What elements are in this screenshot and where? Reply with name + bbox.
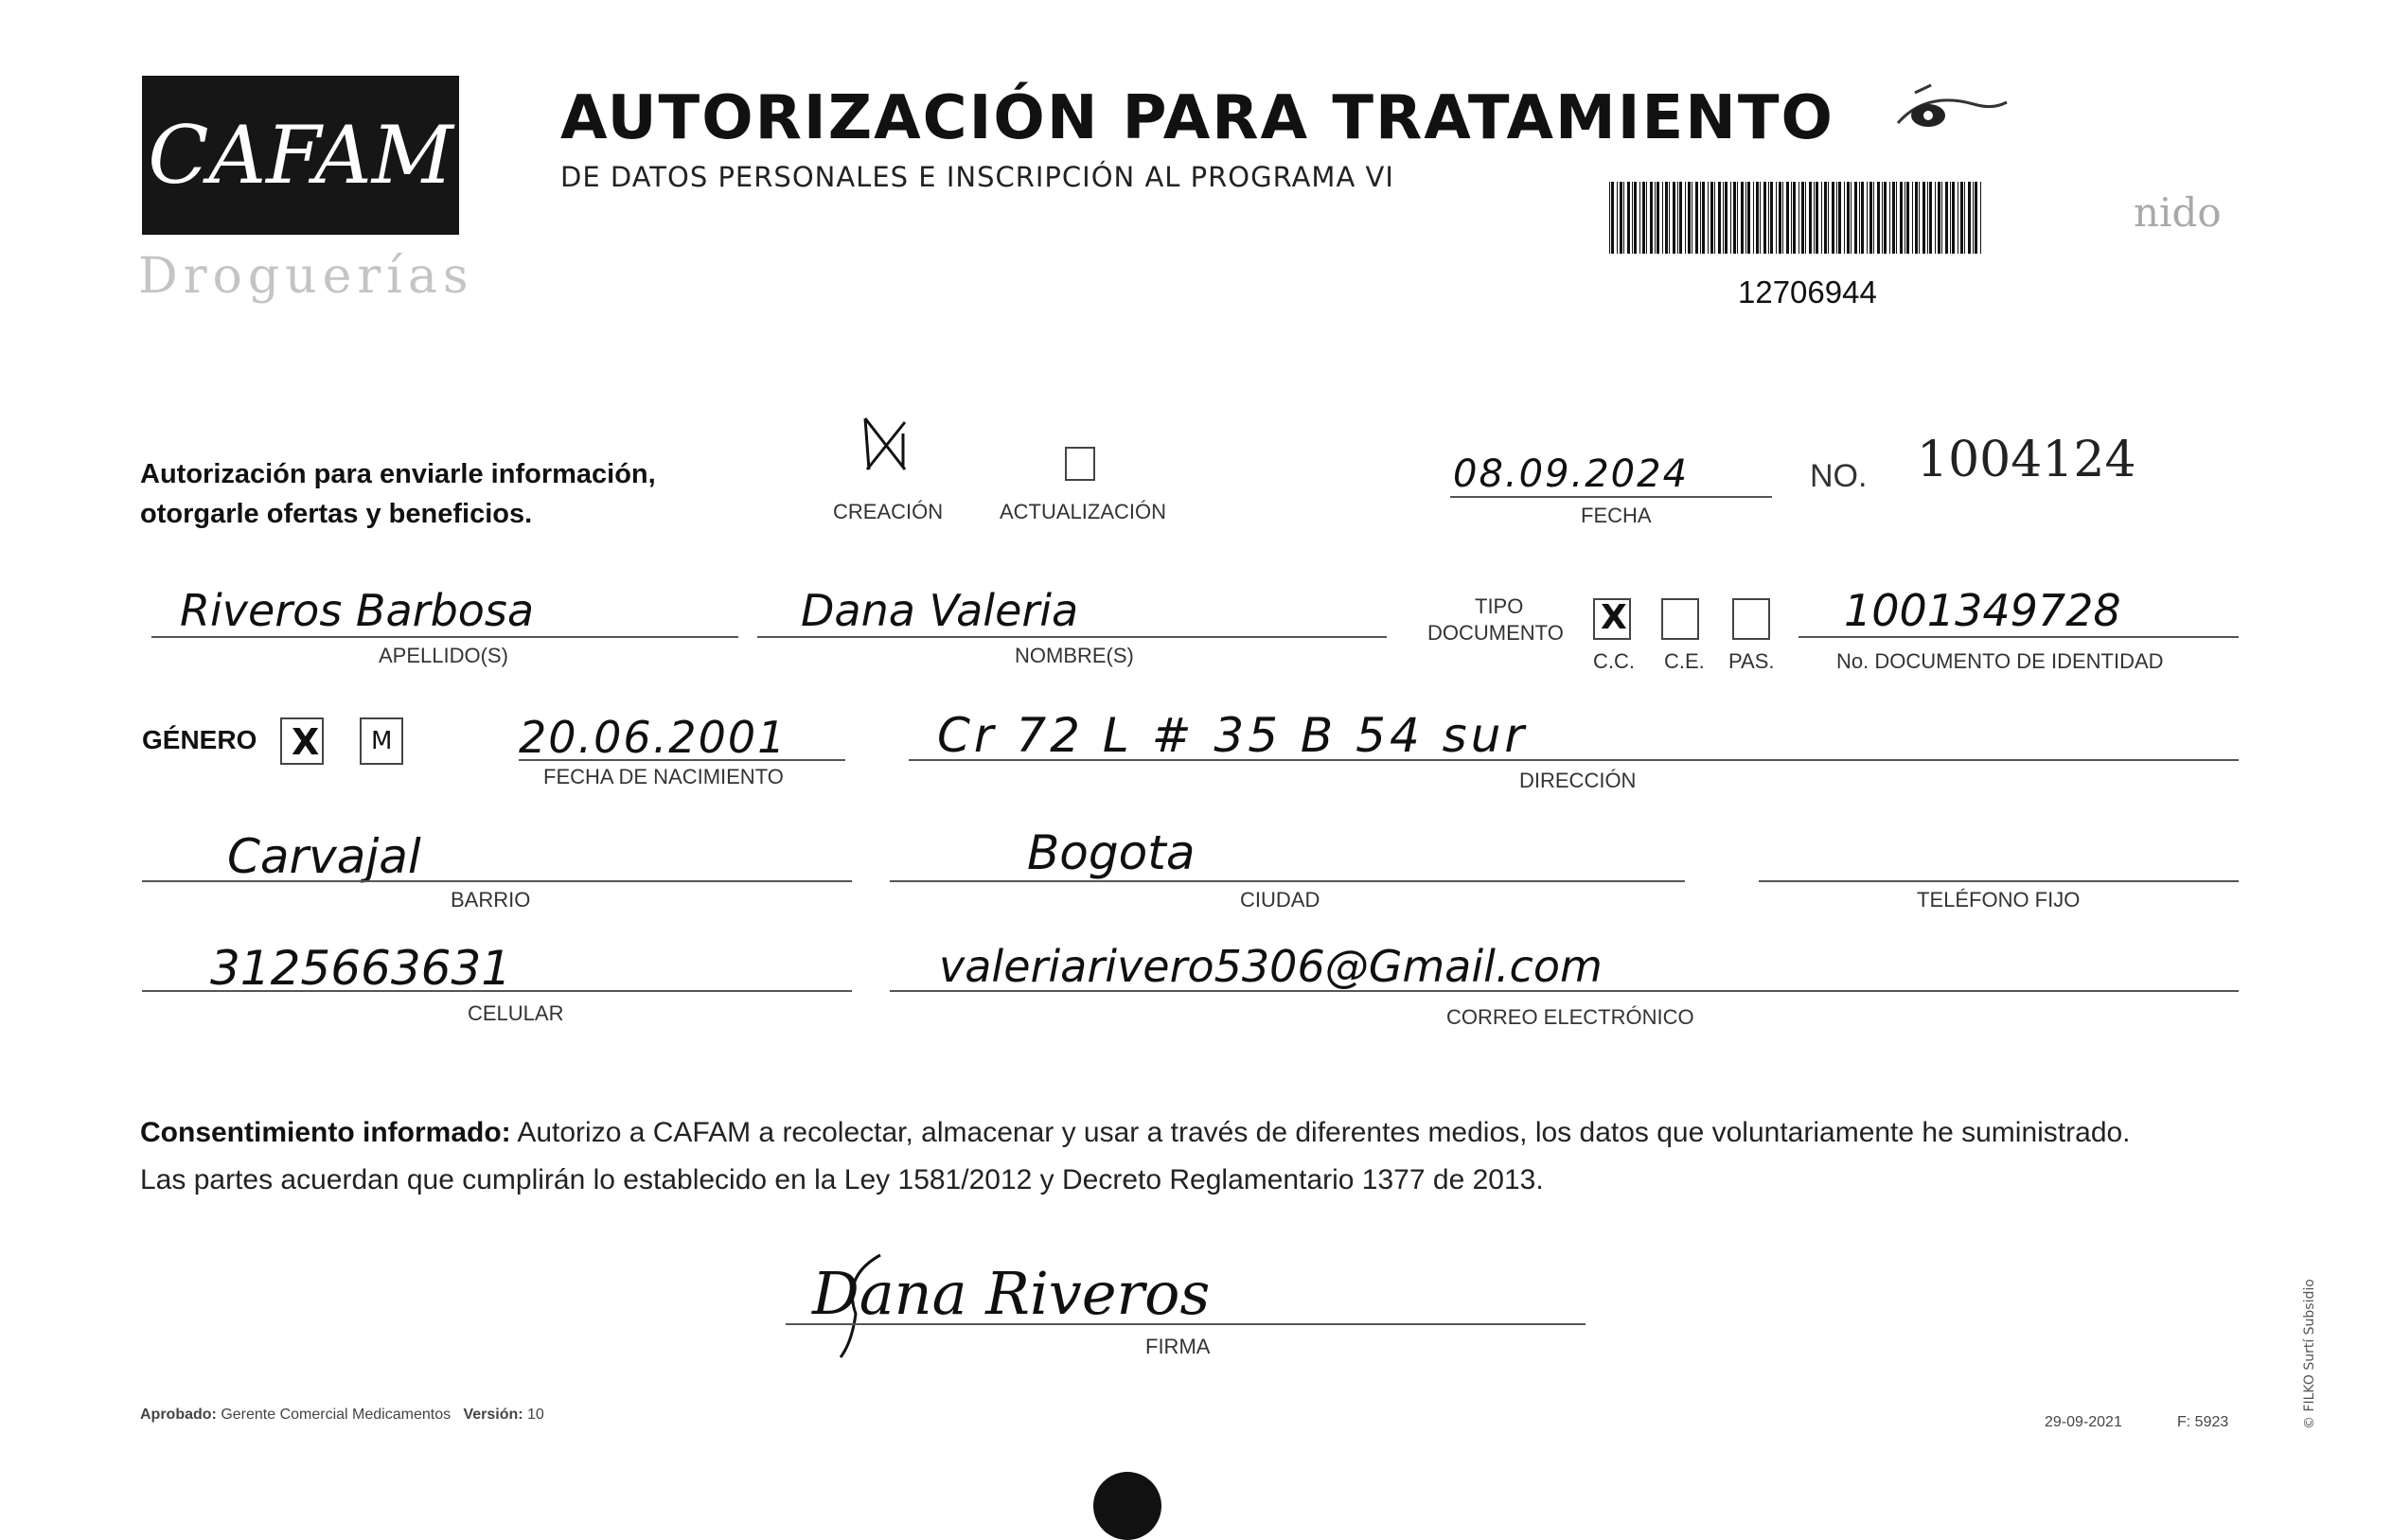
form-subtitle: DE DATOS PERSONALES E INSCRIPCIÓN AL PROGRAMA VI <box>560 161 1394 193</box>
correo-label: CORREO ELECTRÓNICO <box>1446 1005 1694 1029</box>
logo-subtext: Droguerías <box>138 248 474 305</box>
barrio-label: BARRIO <box>451 888 531 912</box>
nombres-label: NOMBRE(S) <box>1015 644 1134 667</box>
consent-line-2: Las partes acuerdan que cumplirán lo establecido en la Ley 1581/2012 y Decreto Reglamentario 1377 de 2013. <box>140 1164 1544 1195</box>
cc-mark: X <box>1601 598 1627 637</box>
cc-checkbox[interactable] <box>1593 598 1631 640</box>
celular-label: CELULAR <box>468 1001 564 1025</box>
apellidos-label: APELLIDO(S) <box>379 644 508 667</box>
aprobado-value: Gerente Comercial Medicamentos <box>221 1407 452 1423</box>
creacion-label: CREACIÓN <box>833 500 944 523</box>
ciudad-label: CIUDAD <box>1240 888 1320 912</box>
documento-label: No. DOCUMENTO DE IDENTIDAD <box>1836 649 2164 673</box>
scan-artifact-blob <box>1093 1472 1161 1540</box>
footer-date: 29-09-2021 <box>2045 1414 2122 1430</box>
pas-checkbox[interactable] <box>1732 598 1770 640</box>
fecha-value[interactable]: 08.09.2024 <box>1453 452 1690 496</box>
celular-value[interactable]: 3125663631 <box>210 941 512 996</box>
consent-paragraph <box>140 1109 2260 1204</box>
genero-f-checkbox[interactable] <box>280 717 324 765</box>
genero-m-checkbox[interactable] <box>360 717 403 765</box>
cc-label: C.C. <box>1593 649 1635 673</box>
eye-logo-icon <box>1888 74 2011 140</box>
nombres-line <box>757 636 1387 638</box>
aprobado-label: Aprobado: <box>140 1407 217 1423</box>
barrio-line <box>142 880 852 882</box>
fecha-nacimiento-label: FECHA DE NACIMIENTO <box>543 765 784 788</box>
ciudad-line <box>890 880 1685 882</box>
footer-approval <box>140 1407 544 1424</box>
intro-text <box>140 454 656 534</box>
documento-value[interactable]: 1001349728 <box>1844 585 2121 636</box>
consent-line-1 <box>140 1109 2260 1157</box>
no-label: NO. <box>1810 458 1868 494</box>
consent-text-1: Autorizo a CAFAM a recolectar, almacenar y usar a través de diferentes medios, los datos que voluntariamente he suministrado. <box>510 1117 2131 1148</box>
intro-line-1: Autorización para enviarle información, <box>140 459 656 489</box>
fecha-nacimiento-line <box>519 759 845 761</box>
apellidos-value[interactable]: Riveros Barbosa <box>180 585 535 636</box>
barrio-value[interactable]: Carvajal <box>227 829 421 884</box>
check-x-icon <box>861 415 909 473</box>
telefono-label: TELÉFONO FIJO <box>1917 888 2081 912</box>
apellidos-line <box>151 636 738 638</box>
genero-m-label: M <box>371 727 393 755</box>
side-vertical-text: © FILKO Surtí Subsidio <box>2302 1279 2317 1429</box>
form-title: AUTORIZACIÓN PARA TRATAMIENTO <box>560 83 1834 153</box>
signature-stroke-icon <box>824 1248 890 1361</box>
fecha-nacimiento-value[interactable]: 20.06.2001 <box>519 712 788 763</box>
signature-label: FIRMA <box>1145 1335 1211 1358</box>
correo-value[interactable]: valeriarivero5306@Gmail.com <box>939 941 1603 992</box>
ce-checkbox[interactable] <box>1661 598 1699 640</box>
footer-form-code: F: 5923 <box>2177 1414 2229 1430</box>
tipo-label: TIPO <box>1475 594 1524 618</box>
signature-value[interactable]: Dana Riveros <box>812 1259 1211 1328</box>
intro-line-2: otorgarle ofertas y beneficios. <box>140 499 533 529</box>
corner-faded-text: nido <box>2134 189 2222 236</box>
direccion-value[interactable]: Cr 72 L # 35 B 54 sur <box>937 708 1528 763</box>
barcode-image <box>1609 182 1985 254</box>
signature-line <box>786 1323 1586 1325</box>
genero-label: GÉNERO <box>142 725 257 754</box>
cafam-logo: CAFAM <box>142 76 459 235</box>
documento-line <box>1798 636 2239 638</box>
telefono-line <box>1759 880 2239 882</box>
genero-f-mark: X <box>292 721 320 763</box>
ce-label: C.E. <box>1664 649 1705 673</box>
fecha-label: FECHA <box>1581 504 1652 527</box>
documento-type-label: DOCUMENTO <box>1427 621 1564 645</box>
correo-line <box>890 990 2239 992</box>
actualizacion-label: ACTUALIZACIÓN <box>1000 500 1167 523</box>
fecha-line <box>1450 496 1772 498</box>
creacion-checkbox[interactable] <box>869 434 901 471</box>
no-value: 1004124 <box>1917 432 2136 488</box>
version-value: 10 <box>527 1407 544 1423</box>
consent-heading: Consentimiento informado: <box>140 1117 511 1148</box>
version-label: Versión: <box>463 1407 523 1423</box>
celular-line <box>142 990 852 992</box>
actualizacion-checkbox[interactable] <box>1065 447 1095 481</box>
direccion-label: DIRECCIÓN <box>1519 769 1637 792</box>
pas-label: PAS. <box>1728 649 1775 673</box>
barcode-number: 12706944 <box>1738 274 1877 310</box>
direccion-line <box>909 759 2239 761</box>
ciudad-value[interactable]: Bogota <box>1027 825 1196 880</box>
nombres-value[interactable]: Dana Valeria <box>801 585 1079 636</box>
